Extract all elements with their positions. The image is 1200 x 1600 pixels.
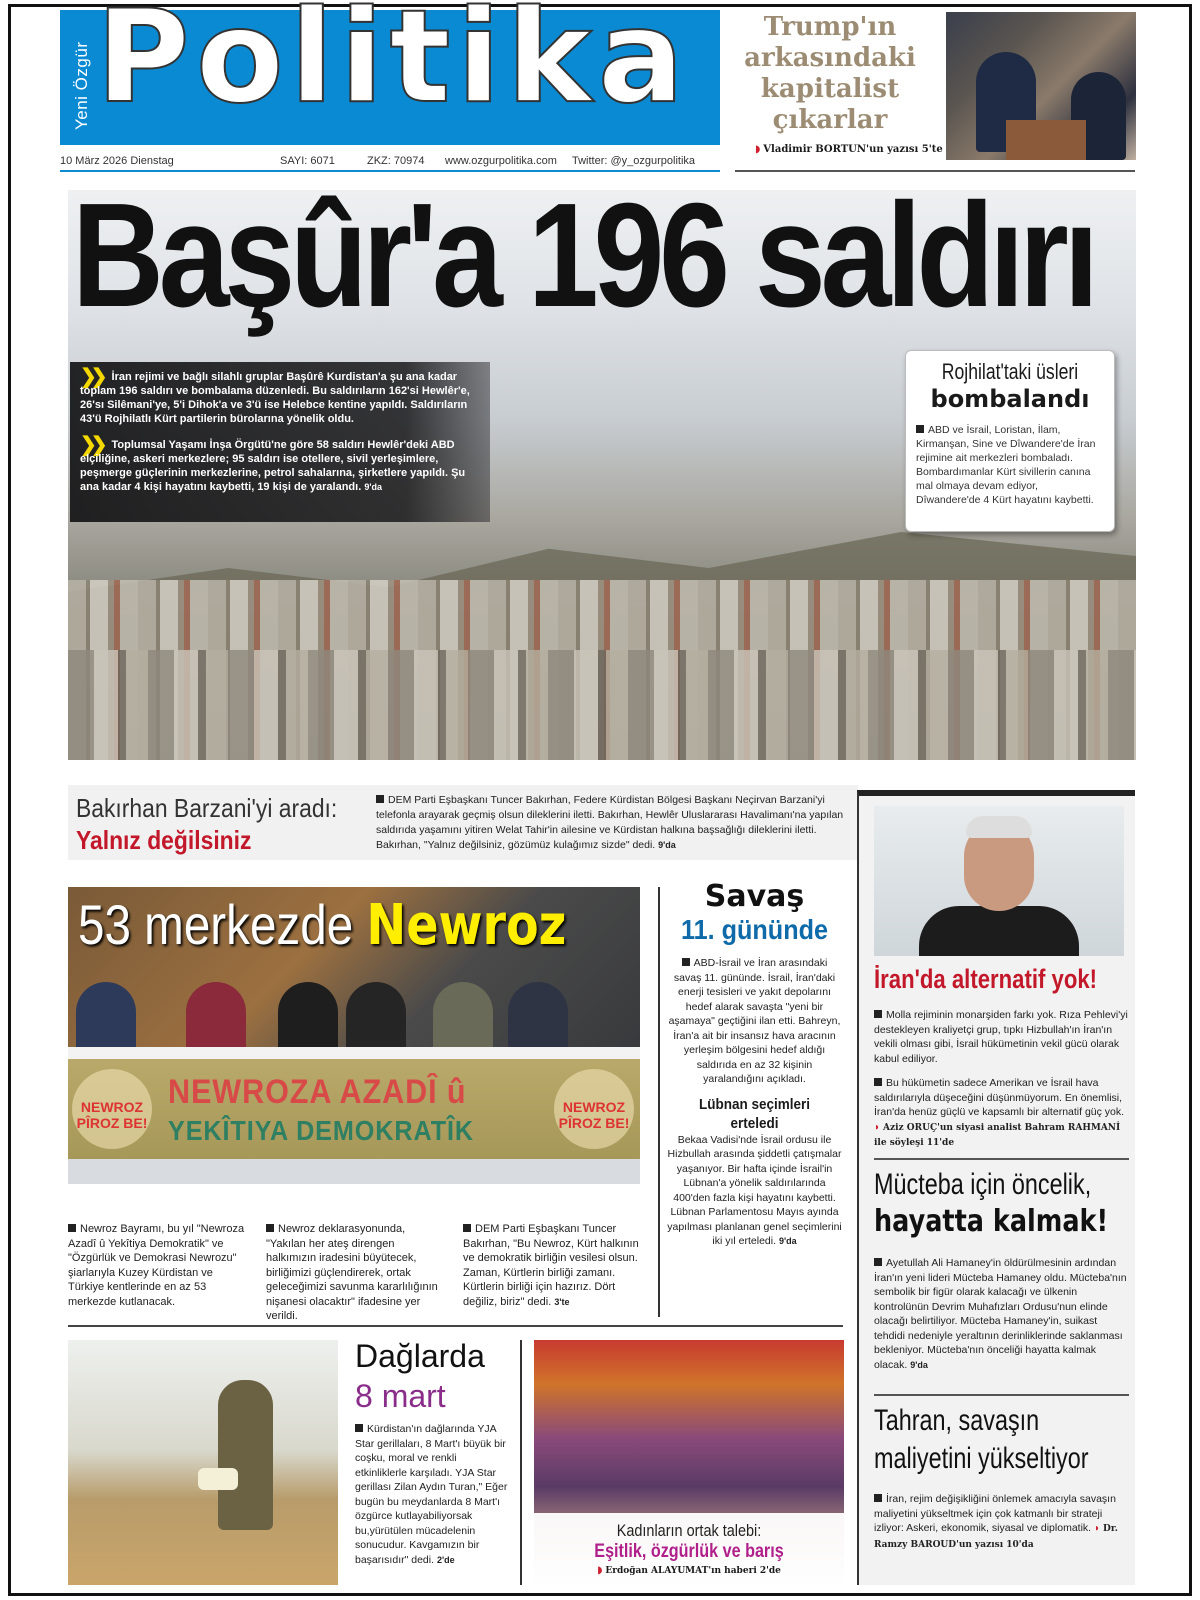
panel-people: [68, 982, 640, 1052]
newroz-col-1: [68, 1222, 248, 1309]
bullet-square-icon: [463, 1224, 471, 1232]
right-sidebar: [857, 790, 1135, 1585]
page-ref[interactable]: Erdoğan ALAYUMAT'ın haberi 2'de: [605, 1566, 781, 1576]
women-march-photo[interactable]: [534, 1340, 844, 1585]
page-ref[interactable]: Aziz ORUÇ'un siyasi analist Bahram RAHMANİ ile söyleşi 11'de: [874, 1122, 1121, 1148]
mucteba-body: [874, 1256, 1129, 1372]
zkz-number: ZKZ: 70974: [367, 155, 425, 167]
savas-title: Savaş: [704, 879, 805, 914]
savas-subtitle: 11. gününde: [680, 914, 829, 945]
lubnan-body-text: Bekaa Vadisi'nde İsrail ordusu ile Hizbullah arasında şiddetli çatışmalar yaşanıyor. Bir hafta içinde İsrail'in Lübnan'a yönelik saldırılarında 400'den fazla kişi hayatını kaybetti. Lübnan Parlamentosu Mayıs ayında yapılması planlanan genel seçimlerini iki yıl erteledi.: [667, 1133, 842, 1247]
divider: [874, 1394, 1129, 1396]
newroz-headline-white: 53 merkezde: [78, 893, 354, 956]
photo-flower-basket: [198, 1468, 238, 1490]
hero-paragraph: [80, 434, 480, 494]
bullet-square-icon: [68, 1224, 76, 1232]
bakirhan-body-text: DEM Parti Eşbaşkanı Tuncer Bakırhan, Federe Kürdistan Bölgesi Başkanı Neçirvan Barzani'yi telefonla arayarak geçmiş olsun dileklerini iletti. Bakırhan, Hewlêr Uluslararası Havalimanı'na yapılan saldırıda yaşamını yitiren Welat Tahir'in ailesine ve Kürdistan halkına başsağlığı dileklerini iletti. Bakırhan, "Yalnız değilsiniz, gözümüz kulağımız sizde" dedi.: [376, 794, 844, 851]
photo-town: [68, 650, 1136, 760]
pointer-icon: ◗: [1094, 1523, 1101, 1534]
rojhilat-box[interactable]: [905, 350, 1115, 532]
daglarda-subtitle[interactable]: 8 mart: [355, 1378, 446, 1414]
person: [278, 982, 338, 1052]
iran-paragraph-1: [874, 1008, 1129, 1066]
chevron-right-icon: ❯❯: [80, 366, 102, 388]
bullet-square-icon: [266, 1224, 274, 1232]
page-ref[interactable]: 9'da: [778, 1236, 797, 1246]
interview-portrait[interactable]: [874, 806, 1124, 956]
masthead-subtitle: Yeni Özgür: [72, 41, 91, 130]
twitter-link[interactable]: Twitter: @y_ozgurpolitika: [572, 155, 696, 167]
mucteba-title[interactable]: Mücteba için öncelik,: [874, 1168, 1092, 1201]
newroz-banner: [68, 1059, 640, 1159]
tahran-text: İran, rejim değişikliğini önlemek amacıyla savaşın maliyetini yükseltmek için çok katmanlı bir strateji izliyor: Askeri, ekonomik, siyasal ve diplomatik.: [874, 1493, 1116, 1534]
guerrilla-photo[interactable]: [68, 1340, 338, 1585]
bullet-square-icon: [355, 1424, 363, 1432]
info-bar: [60, 152, 720, 172]
row-divider: [68, 1325, 843, 1327]
page-ref[interactable]: 9'da: [658, 840, 676, 850]
column-divider: [520, 1340, 522, 1585]
iran-text: Bu hükümetin sadece Amerikan ve İsrail hava saldırılarıyla düşeceğini düşünmüyorum. En önemlisi, İran'da henüz güçlü ve kapsamlı bir alternatif güç yok.: [874, 1077, 1125, 1118]
bullet-square-icon: [376, 795, 384, 803]
page-ref[interactable]: 9'da: [364, 482, 382, 492]
hero-summary-box: [70, 362, 490, 522]
photo-figure: [218, 1380, 273, 1530]
hero-paragraph: [80, 366, 480, 426]
bullet-square-icon: [916, 425, 924, 433]
newroz-logo: NEWROZ PÎROZ BE!: [72, 1069, 152, 1149]
lubnan-title: Lübnan seçimleri erteledi: [698, 1095, 811, 1132]
rojhilat-body: [916, 423, 1104, 507]
photo-desk: [1006, 120, 1086, 160]
savas-story[interactable]: [667, 880, 842, 1249]
bullet-square-icon: [874, 1078, 882, 1086]
women-ref: [534, 1565, 844, 1576]
issue-date: 10 März 2026 Dienstag: [60, 155, 174, 167]
website-link[interactable]: www.ozgurpolitika.com: [445, 155, 557, 167]
hero-paragraph-text: İran rejimi ve bağlı silahlı gruplar Başûrê Kurdistan'a şu ana kadar toplam 196 saldırı ve bombalama düzenledi. Bu saldırıların 162'si Hewlêr'e, 26'sı Silêmani'ye, 5'i Dihok'a ve 3'ü ise Helebce kentine yapıldı. Saldırıların 43'ü Rojhilatlı Kürt partilerin bürolarına yönelik oldu.: [80, 371, 470, 425]
iran-text: Molla rejiminin monarşiden farkı yok. Rıza Pehlevi'yi destekleyen kraliyetçi grup, tıpkı Hizbullah'ın İran'ın vekili olması gibi, İsrail hükümetinin vekil gücü olarak kabul ediliyor.: [874, 1009, 1128, 1065]
newroz-col-text: Newroz Bayramı, bu yıl "Newroza Azadî û Yekîtiya Demokratik" ve "Özgürlük ve Demokrasi Newrozu" şiarlarıyla Kuzey Kürdistan ve Türkiye kentlerinde en az 53 merkezde kutlanacak.: [68, 1223, 245, 1308]
bullet-square-icon: [874, 1494, 882, 1502]
bakirhan-subtitle: Yalnız değilsiniz: [76, 825, 252, 855]
newroz-col-text: Newroz deklarasyonunda, "Yakılan her ateş direngen halkımızın iradesini büyütecek, birliğimizi güçlendirerek, ortak geleceğimizi savunma kararlılığının nişanesi olacaktır" ifadesine yer verildi.: [266, 1223, 438, 1322]
savas-body-text: ABD-İsrail ve İran arasındaki savaş 11. gününde. İsrail, İran'daki enerji tesisleri ve yakıt depolarını hedef alarak savaşta "yeni bir aşamaya" geçtiğini ilan etti. Bahreyn, İran'a ait bir insansız hava aracının yerleşim bölgesini hedef aldığı saldırıda en az 32 kişinin yaralandığını açıkladı.: [668, 957, 841, 1085]
rojhilat-body-text: ABD ve İsrail, Loristan, İlam, Kirmanşan, Sine ve Dîwandere'de İran rejimine ait merkezleri bombaladı. Bombardımanlar Kürt sivillerin canına mal olmaya devam ediyor, Dîwandere'de 4 Kürt hayatını kaybetti.: [916, 424, 1096, 506]
rojhilat-title-bold: bombalandı: [930, 385, 1090, 413]
rojhilat-title: Rojhilat'taki üsleri: [941, 359, 1079, 384]
page-ref[interactable]: Dr. Ramzy BAROUD'un yazısı 10'da: [874, 1524, 1118, 1550]
mucteba-title-bold[interactable]: hayatta kalmak!: [874, 1204, 1109, 1239]
teaser-photo[interactable]: [946, 12, 1136, 160]
daglarda-text: Kürdistan'ın dağlarında YJA Star gerillaları, 8 Mart'ı büyük bir coşku, moral ve renkli etkinliklerle karşıladı. YJA Star gerillası Zilan Aydın Turan," Eğer bugün bu meydanlarda 8 Mart'ı özgürce kutlayabiliyorsak bu,yürütülen mücadelenin sonucudur. Kavgamızın bir başarısıdır" dedi.: [355, 1423, 508, 1566]
chevron-right-icon: ❯❯: [80, 434, 102, 456]
tahran-body: [874, 1492, 1129, 1552]
pointer-icon: ◗: [755, 144, 761, 155]
photo-floor: [68, 1159, 640, 1184]
newroz-col-text: DEM Parti Eşbaşkanı Tuncer Bakırhan, "Bu Newroz, Kürt halkının ve demokratik birliğin vesilesi olsun. Zaman, Kürtlerin birliği zamanı. Kürtlerin birliği için hazırız. Dört değiliz, biriz" dedi.: [463, 1223, 639, 1308]
bakirhan-story[interactable]: [68, 785, 858, 860]
newroz-logo: NEWROZ PÎROZ BE!: [554, 1069, 634, 1149]
issue-number: SAYI: 6071: [280, 155, 335, 167]
portrait-hair: [966, 816, 1032, 838]
person: [508, 982, 568, 1052]
daglarda-title[interactable]: Dağlarda: [355, 1338, 485, 1374]
column-divider: [658, 887, 660, 1317]
person: [186, 982, 246, 1052]
page-ref[interactable]: 9'da: [910, 1359, 928, 1370]
newspaper-logo: Politika: [96, 0, 691, 132]
pointer-icon: ◗: [597, 1565, 603, 1576]
bakirhan-body: [376, 793, 854, 853]
portrait-body: [919, 906, 1079, 956]
person: [76, 982, 136, 1052]
teaser-reference: [755, 144, 943, 155]
divider: [874, 1158, 1129, 1160]
newroz-headline-yellow: Newroz: [366, 893, 567, 958]
main-headline[interactable]: Başûr'a 196 saldırı: [72, 173, 1094, 338]
masthead[interactable]: [60, 0, 720, 145]
newroz-photo[interactable]: [68, 887, 640, 1184]
women-caption: [534, 1513, 844, 1585]
person: [346, 982, 406, 1052]
bullet-square-icon: [874, 1258, 882, 1266]
pointer-icon: ◗: [874, 1121, 881, 1133]
newroz-headline: [78, 893, 567, 958]
mucteba-text: Ayetullah Ali Hamaney'in öldürülmesinin ardından İran'ın yeni lideri Mücteba Hamaney oldu. Mücteba'nın sembolik bir figür olarak kalacağı ve ülkenin kontrolünün Devrim Muhafızları Ordusu'nun elinde olacağı belirtiliyor. Mücteba Hamaney'in, suikast tehdidi nedeniyle yeraltının derinliklerinde saklanması bekleniyor. Mücteba'nın önceliği hayatta kalmak olacak.: [874, 1257, 1127, 1371]
teaser-headline[interactable]: Trump'ın arkasındaki kapitalist çıkarlar: [744, 12, 916, 135]
bullet-square-icon: [682, 958, 690, 966]
women-caption-line-2: Eşitlik, özgürlük ve barış: [594, 1541, 784, 1562]
iran-headline[interactable]: İran'da alternatif yok!: [874, 964, 1098, 994]
teaser-ref-text: Vladimir BORTUN'un yazısı 5'te: [763, 144, 943, 155]
lubnan-body: [667, 1133, 842, 1249]
iran-paragraph-2: [874, 1076, 1129, 1151]
person: [433, 982, 493, 1052]
page-ref[interactable]: 2'de: [436, 1554, 455, 1565]
daglarda-body: [355, 1422, 510, 1567]
savas-body: [667, 956, 842, 1087]
divider: [735, 170, 1135, 172]
hero-paragraph-text: Toplumsal Yaşamı İnşa Örgütü'ne göre 58 saldırı Hewlêr'deki ABD elçiliğine, askeri merkezlere; 95 saldırı ise otellere, sivil yerleşimlere, peşmerge güçlerinin merkezlerine, petrol sahalarına, şirketlere yapıldı. Şu ana kadar 4 kişi hayatını kaybetti, 19 kişi de yaralandı.: [80, 439, 466, 493]
page-ref[interactable]: 3'te: [554, 1296, 570, 1307]
bakirhan-title: Bakırhan Barzani'yi aradı:: [76, 793, 338, 823]
tahran-title[interactable]: Tahran, savaşın maliyetini yükseltiyor: [874, 1404, 1089, 1475]
newroz-col-2: [266, 1222, 446, 1324]
women-caption-line-1: Kadınların ortak talebi:: [616, 1521, 762, 1540]
banner-line-2: YEKÎTIYA DEMOKRATÎK: [168, 1115, 474, 1146]
newroz-col-3: [463, 1222, 643, 1309]
bullet-square-icon: [874, 1010, 882, 1018]
banner-line-1: NEWROZA AZADÎ û: [168, 1073, 467, 1111]
panel-table: [68, 1047, 640, 1059]
